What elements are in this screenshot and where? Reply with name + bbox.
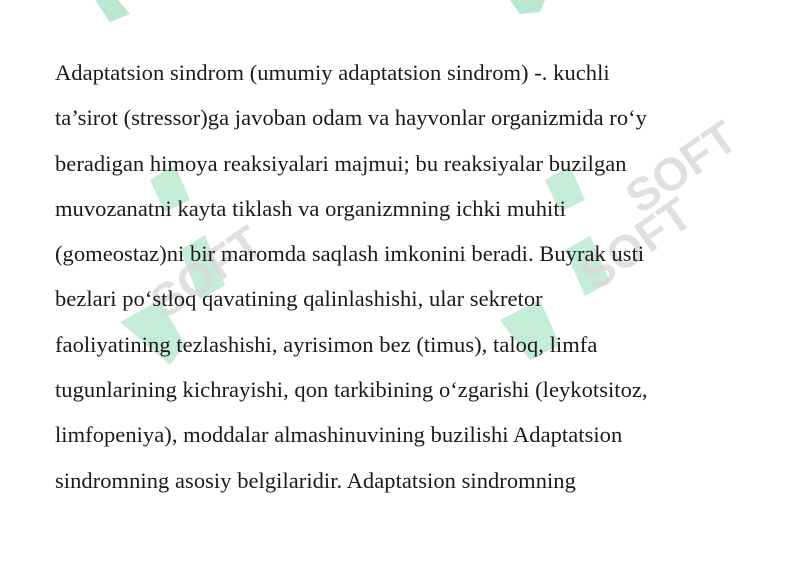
document-body	[55, 50, 775, 503]
text-line: beradigan himoya reaksiyalari majmui; bu reaksiyalar buzilgan	[55, 150, 627, 176]
watermark-mark-top-center	[510, 0, 545, 14]
text-line: bezlari po‘stloq qavatining qalinlashishi, ular sekretor	[55, 286, 543, 312]
text-line: Adaptatsion sindrom (umumiy adaptatsion sindrom) -. kuchli	[55, 60, 610, 85]
text-line: tugunlarining kichrayishi, qon tarkibining o‘zgarishi (leykotsitoz,	[55, 377, 648, 403]
watermark-text-left: SOFT	[140, 215, 272, 329]
watermark-text-upper-right: SOFT	[615, 110, 747, 224]
text-line: sindromning asosiy belgilaridir. Adaptatsion sindromning	[55, 467, 576, 493]
text-line: muvozanatni kayta tiklash va organizmning ichki muhiti	[55, 195, 566, 221]
text-line: (gomeostaz)ni bir maromda saqlash imkonini beradi. Buyrak usti	[55, 241, 645, 267]
text-line: ta’sirot (stressor)ga javoban odam va hayvonlar organizmida ro‘y	[55, 105, 647, 131]
watermark-text-right: SOFT	[570, 187, 702, 301]
text-line: faoliyatining tezlashishi, ayrisimon bez (timus), taloq, limfa	[55, 331, 598, 357]
text-line: limfopeniya), moddalar almashinuvining buzilishi Adaptatsion	[55, 422, 623, 448]
watermark-mark-top-left	[95, 0, 130, 22]
